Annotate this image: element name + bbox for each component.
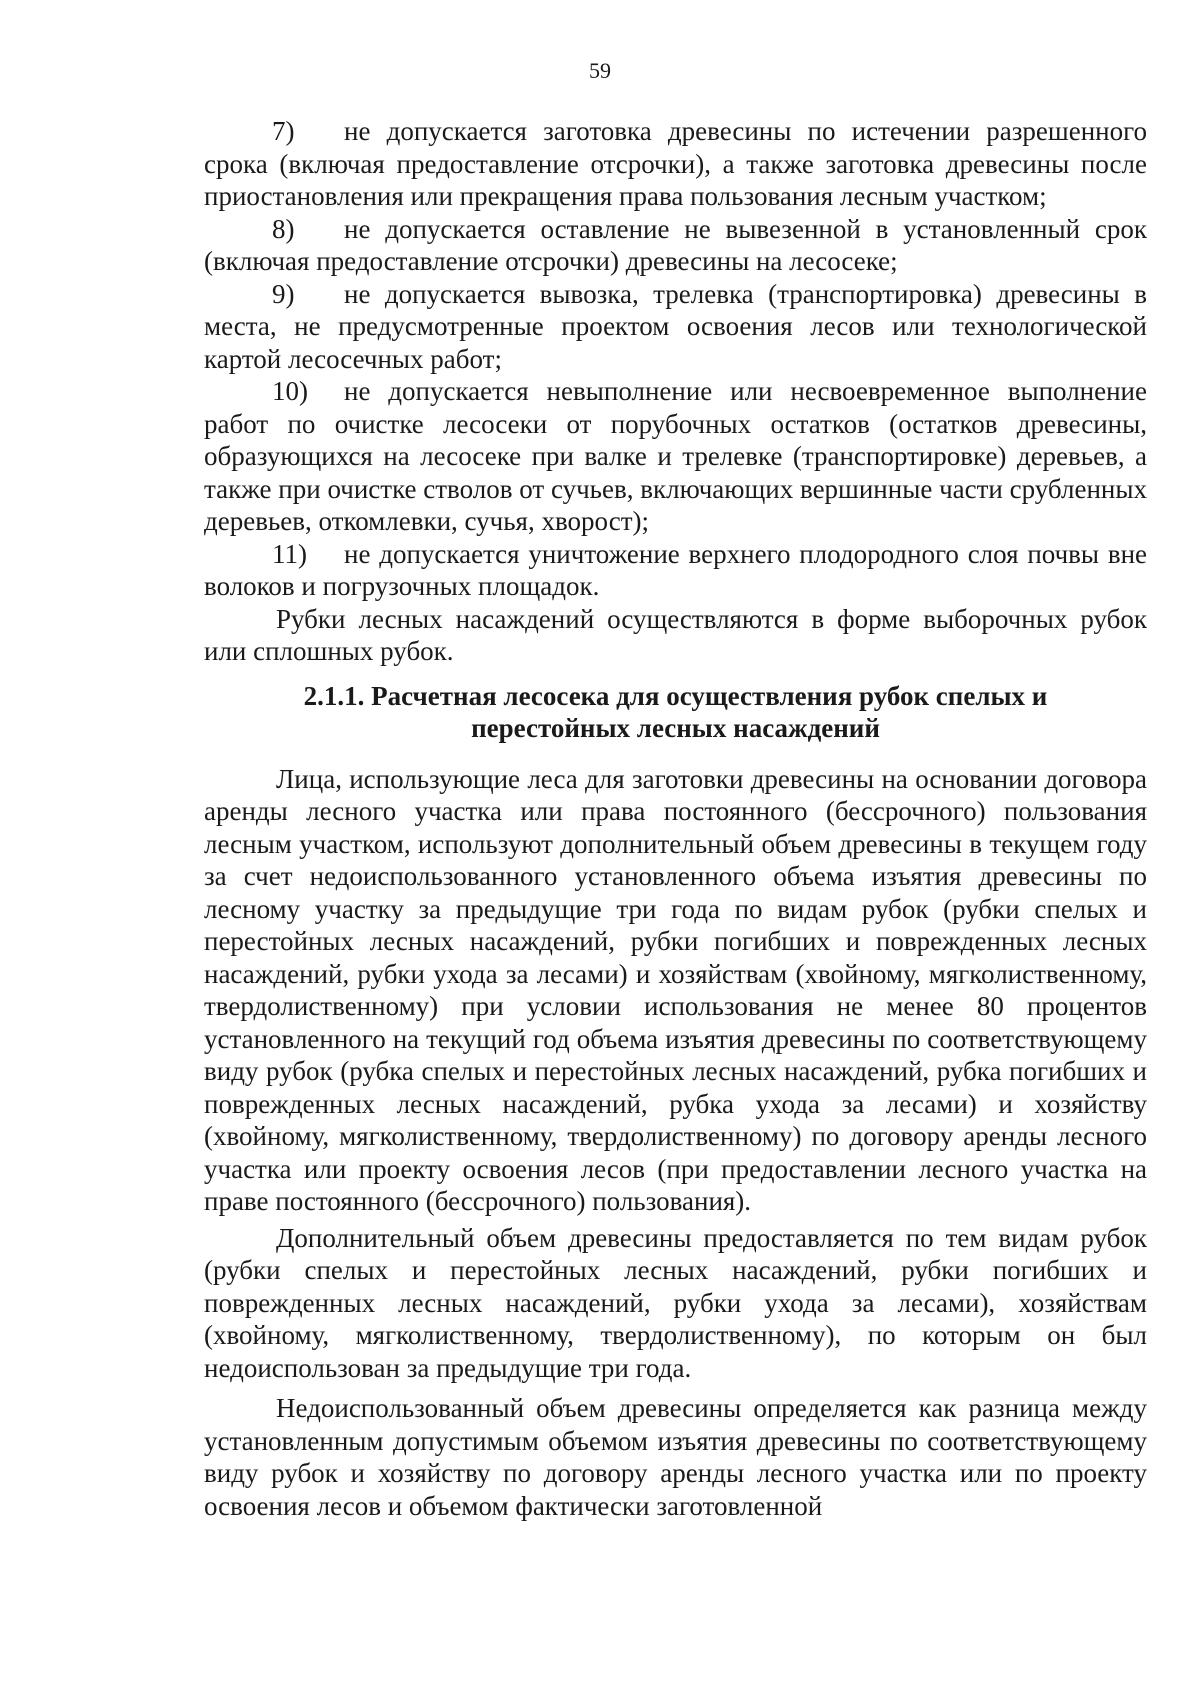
section-heading-line-1: 2.1.1. Расчетная лесосека для осуществления рубок спелых и [303, 680, 1048, 711]
page-number: 59 [589, 58, 611, 83]
paragraph-additional-volume-usage: Лица, использующие леса для заготовки древесины на основании договора аренды лесного участка или права постоянного (бессрочного) пользования лесным участком, используют дополнительный объем древесины в текущем году за счет недоиспользованного установленного объема изъятия древесины по лесному участку за предыдущие три года по видам рубок (рубки спелых и перестойных лесных насаждений, рубки погибших и поврежденных лесных насаждений, рубки ухода за лесами) и хозяйствам (хвойному, мягколиственному, твердолиственному) при условии использования не менее 80 процентов установленного на текущий год объема изъятия древесины по соответствующему виду рубок (рубка спелых и перестойных лесных насаждений, рубка погибших и поврежденных лесных насаждений, рубка ухода за лесами) и хозяйству (хвойному, мягколиственному, твердолиственному) по договору аренды лесного участка или проекту освоения лесов (при предоставлении лесного участка на праве постоянного (бессрочного) пользования). [204, 763, 1147, 1216]
document-body [204, 115, 1147, 1522]
list-item-number: 10) [272, 376, 308, 406]
paragraph-underused-volume-definition: Недоиспользованный объем древесины определяется как разница между установленным допустимым объемом изъятия древесины по соответствующему виду рубок и хозяйству по договору аренды лесного участка или по проекту освоения лесов и объемом фактически заготовленной [204, 1393, 1147, 1521]
list-item-10 [204, 375, 1147, 538]
list-item-text: не допускается вывозка, трелевка (транспортировка) древесины в места, не предусмотренные проектом освоения лесов или технологической картой лесосечных работ; [204, 278, 1147, 374]
list-item-number: 7) [272, 116, 295, 146]
list-item-text: не допускается заготовка древесины по истечении разрешенного срока (включая предоставление отсрочки), а также заготовка древесины после приостановления или прекращения права пользования лесным участком; [204, 116, 1147, 211]
section-heading-line-2: перестойных лесных насаждений [471, 713, 880, 743]
list-item-number: 8) [272, 213, 295, 244]
paragraph-additional-volume-provision: Дополнительный объем древесины предоставляется по тем видам рубок (рубки спелых и перестойных лесных насаждений, рубки погибших и поврежденных лесных насаждений, рубки ухода за лесами), хозяйствам (хвойному, мягколиственному, твердолиственному), по которым он был недоиспользован за предыдущие три года. [204, 1222, 1147, 1383]
list-item-text: не допускается уничтожение верхнего плодородного слоя почвы вне волоков и погрузочных площадок. [204, 538, 1147, 601]
list-item-text: не допускается оставление не вывезенной в установленный срок (включая предоставление отсрочки) древесины на лесосеке; [204, 213, 1147, 276]
list-item-11 [204, 538, 1147, 603]
list-item-9 [204, 278, 1147, 376]
list-item-number: 11) [272, 538, 307, 569]
list-item-text: не допускается невыполнение или несвоевременное выполнение работ по очистке лесосеки от порубочных остатков (остатков древесины, образующихся на лесосеке при валке и трелевке (транспортировке) деревьев, а также при очистке стволов от сучьев, включающих вершинные части срубленных деревьев, откомлевки, сучья, хворост); [204, 376, 1147, 536]
paragraph-cutting-forms: Рубки лесных насаждений осуществляются в форме выборочных рубок или сплошных рубок. [204, 603, 1147, 666]
section-heading [204, 680, 1147, 745]
list-item-7 [204, 115, 1147, 213]
paragraph-spacer [204, 1384, 1147, 1392]
list-item-number: 9) [272, 278, 295, 309]
list-item-8 [204, 213, 1147, 278]
